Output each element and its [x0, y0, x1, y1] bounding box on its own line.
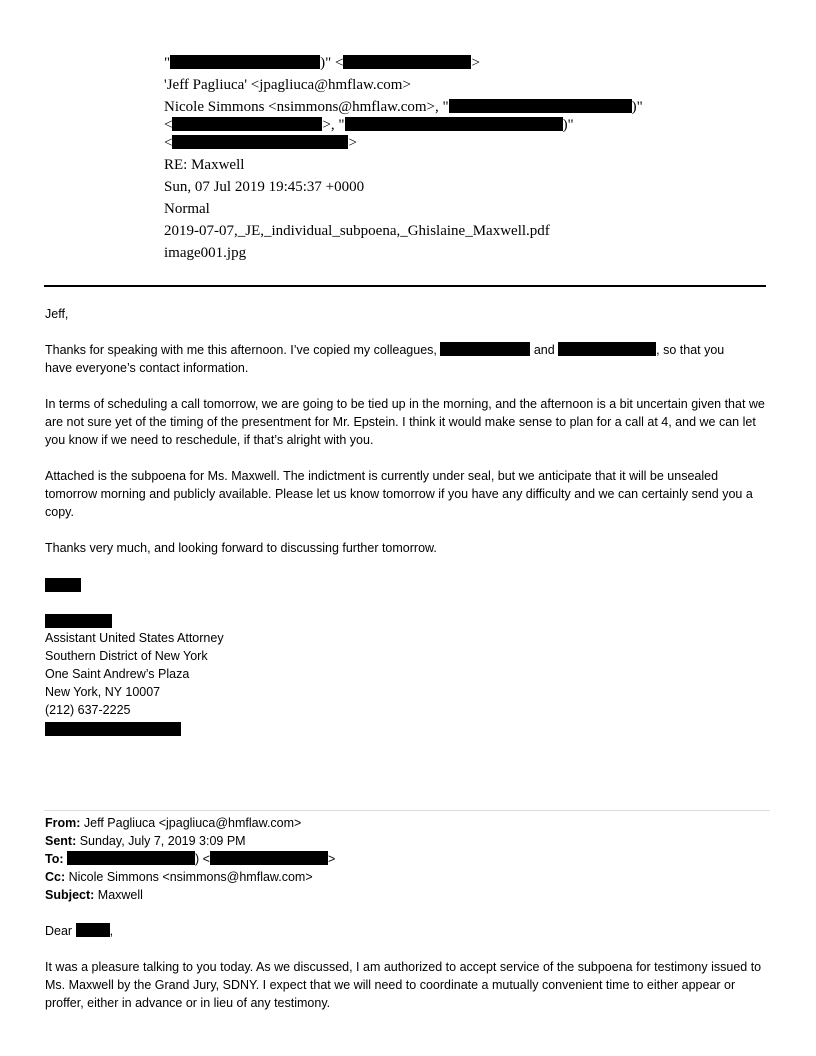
paragraph-3: Attached is the subpoena for Ms. Maxwell. The indictment is currently under seal, but we anticipate that it will be unsealed tomorrow morning and publicly available. Please let us know tomorrow if you have any difficulty and we can certainly send you a copy. [45, 469, 753, 519]
header-divider [44, 285, 766, 287]
paragraph-2: In terms of scheduling a call tomorrow, we are going to be tied up in the morning, and the afternoon is a bit uncertain given that we are not sure yet of the timing of the presentment for Mr. Epstein. I think it would make sense to plan for a call at 4, and we can let you know if we need to reschedule, if that’s alright with you. [45, 397, 765, 447]
signature-phone: (212) 637-2225 [45, 703, 131, 717]
quoted-cc-value: Nicole Simmons <nsimmons@hmflaw.com> [65, 870, 313, 884]
quoted-to-label: To: [45, 852, 64, 866]
redaction [172, 135, 348, 149]
quoted-greeting-comma: , [109, 924, 114, 938]
quoted-subject-value: Maxwell [94, 888, 143, 902]
redaction [343, 55, 471, 69]
quoted-cc-label: Cc: [45, 870, 66, 884]
redaction [170, 55, 320, 69]
cc-sep: >, " [322, 117, 345, 133]
quoted-from-row [45, 814, 301, 832]
redaction [345, 117, 563, 131]
signature-street: One Saint Andrew’s Plaza [45, 667, 190, 681]
redaction [172, 117, 322, 131]
signature-city: New York, NY 10007 [45, 685, 161, 699]
redaction [76, 923, 110, 937]
redaction-signoff [45, 578, 81, 592]
importance-value: Normal [164, 201, 210, 217]
paragraph-text: and [530, 343, 559, 357]
quoted-paragraph-1: It was a pleasure talking to you today. As we discussed, I am authorized to accept service of the subpoena for testimony issued to Ms. Maxwell by the Grand Jury, SDNY. I expect that we will need to coordinate a mutually convenient time to either appear or proffer, either in advance or in lieu of any testimony. [45, 960, 762, 1010]
redaction [558, 342, 656, 356]
from-mid: )" < [320, 55, 344, 71]
signature-title: Assistant United States Attorney [45, 631, 224, 645]
quoted-greeting-text: Dear [45, 924, 76, 938]
quoted-divider [44, 810, 770, 811]
quoted-subject-label: Subject: [45, 888, 95, 902]
redaction [67, 851, 195, 865]
paragraph-4: Thanks very much, and looking forward to discussing further tomorrow. [45, 541, 437, 555]
quoted-from-label: From: [45, 816, 81, 830]
cc-open: < [164, 135, 173, 151]
paragraph-1-line-1 [45, 341, 724, 359]
from-quote: " [164, 55, 171, 71]
quoted-sent-value: Sunday, July 7, 2019 3:09 PM [76, 834, 246, 848]
paragraph-text: Thanks for speaking with me this afternoon. I’ve copied my colleagues, [45, 343, 441, 357]
quoted-to-close: > [327, 852, 336, 866]
quoted-cc-row [45, 868, 313, 886]
quoted-from-value: Jeff Pagliuca <jpagliuca@hmflaw.com> [80, 816, 302, 830]
quoted-subject-row [45, 886, 143, 904]
redaction-signer-name [45, 614, 112, 628]
cc-value: Nicole Simmons <nsimmons@hmflaw.com>, " [164, 99, 449, 115]
paragraph-text: , so that you [656, 343, 725, 357]
redaction [440, 342, 530, 356]
greeting: Jeff, [45, 307, 69, 321]
subject-value: RE: Maxwell [164, 157, 245, 173]
quoted-to-mid: ) < [195, 852, 210, 866]
cc-close-quote: )" [562, 117, 574, 133]
from-close: > [471, 55, 480, 71]
cc-close-quote: )" [631, 99, 643, 115]
quoted-greeting [45, 922, 113, 940]
cc-close: > [348, 135, 357, 151]
paragraph-1-line-2: have everyone’s contact information. [45, 361, 249, 375]
quoted-to-row [45, 850, 335, 868]
redaction-signature-email [45, 722, 181, 736]
to-value: 'Jeff Pagliuca' <jpagliuca@hmflaw.com> [164, 77, 411, 93]
signature-office: Southern District of New York [45, 649, 208, 663]
inline-image-filename[interactable]: image001.jpg [164, 245, 247, 261]
date-value: Sun, 07 Jul 2019 19:45:37 +0000 [164, 179, 365, 195]
cc-open: < [164, 117, 173, 133]
redaction [210, 851, 328, 865]
quoted-sent-row [45, 832, 246, 850]
redaction [449, 99, 632, 113]
quoted-sent-label: Sent: [45, 834, 77, 848]
attachment-filename[interactable]: 2019-07-07,_JE,_individual_subpoena,_Ghislaine_Maxwell.pdf [164, 223, 550, 239]
